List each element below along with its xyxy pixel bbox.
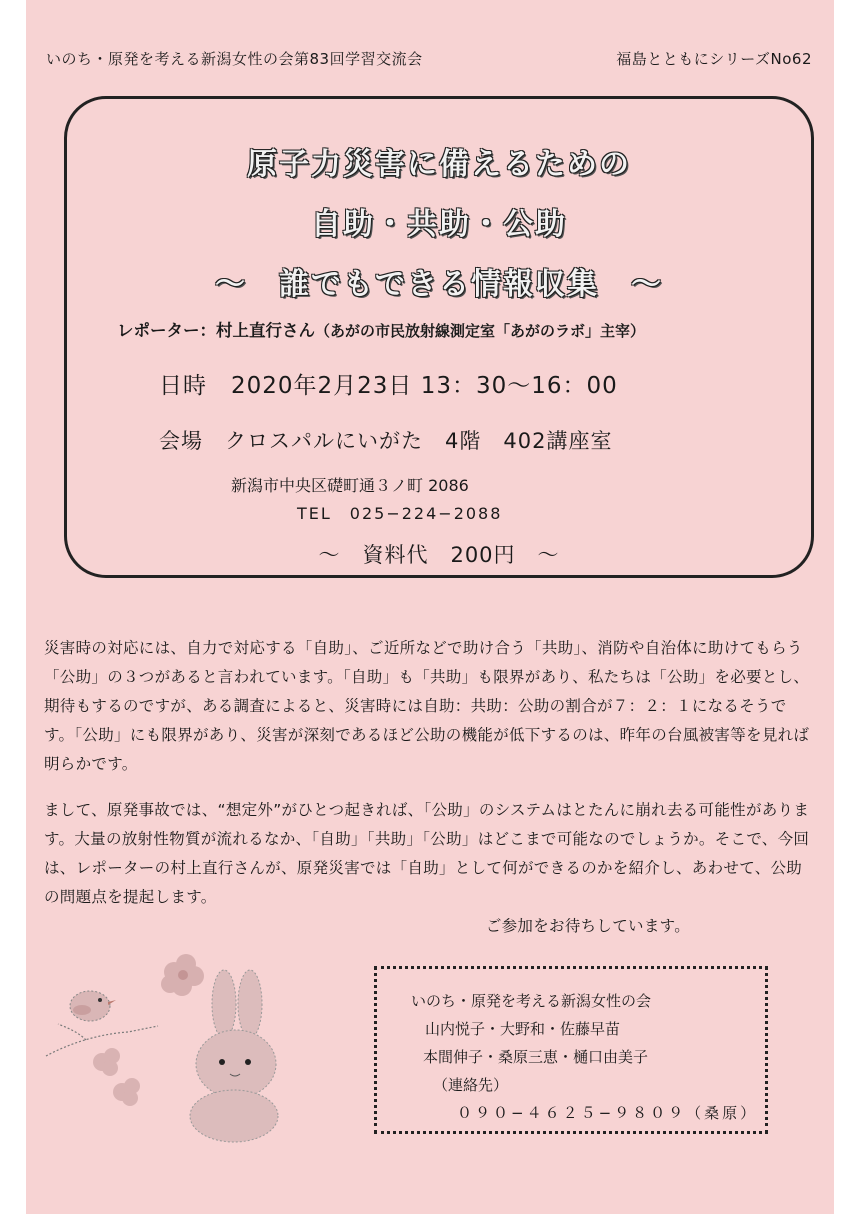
reporter-affiliation: （あがの市民放射線測定室「あがのラボ」主宰） [315,322,646,340]
event-title-line3: ～ 誰でもできる情報収集 ～ [215,267,663,302]
header-series-title: いのち・原発を考える新潟女性の会第83回学習交流会 [46,50,423,68]
closing-line: ご参加をお待ちしています。 [485,917,690,935]
contact-phone: ０９０−４６２５−９８０９（桑原） [457,1104,759,1122]
contact-organization: いのち・原発を考える新潟女性の会 [411,992,652,1010]
header-line [46,48,812,69]
bird-and-rabbit-illustration [38,944,338,1144]
material-fee: ～ 資料代 200円 ～ [318,543,560,567]
rabbit-icon [190,970,278,1142]
event-date: 日時 2020年2月23日 13：30～16：00 [159,373,618,399]
intro-paragraph-2 [44,796,814,941]
header-series-number: 福島とともにシリーズNo62 [616,50,812,68]
reporter-line [117,317,791,341]
event-venue: 会場 クロスパルにいがた 4階 402講座室 [159,429,613,453]
event-title-line1: 原子力災害に備えるための [247,147,631,182]
blossom-icon [93,1048,140,1106]
bird-icon [70,991,116,1021]
venue-tel: TEL 025−224−2088 [297,504,503,523]
venue-address: 新潟市中央区礎町通３ノ町 2086 [231,476,469,495]
intro-paragraph-2-text: まして、原発事故では、“想定外”がひとつ起きれば、「公助」のシステムはとたんに崩れ去る可能性があります。大量の放射性物質が流れるなか、「自助」「共助」「公助」はどこまで可能なのでしょうか。そこで、今回は、レポーターの村上直行さんが、原発災害では「自助」として何ができるのかを紹介し、あわせて、公助の問題点を提起します。 [44,801,810,906]
flower-icon [161,954,204,996]
contact-members-1: 山内悦子・大野和・佐藤早苗 [425,1020,621,1038]
contact-label: （連絡先） [433,1076,509,1094]
event-info-box [64,96,814,578]
intro-paragraph-1: 災害時の対応には、自力で対応する「自助」、ご近所などで助け合う「共助」、消防や自治体に助けてもらう「公助」の３つがあると言われています。「自助」も「共助」も限界があり、私たちは「公助」を必要とし、期待もするのですが、ある調査によると、災害時には自助：共助：公助の割合が７：２：１になるそうです。「公助」にも限界があり、災害が深刻であるほど公助の機能が低下するのは、昨年の台風被害等を見れば明らかです。 [44,639,810,773]
contact-box [374,966,768,1134]
event-title-line2: 自助・共助・公助 [311,207,567,242]
reporter-name: レポーター：村上直行さん [117,321,315,340]
contact-members-2: 本間伸子・桑原三恵・樋口由美子 [423,1048,649,1066]
